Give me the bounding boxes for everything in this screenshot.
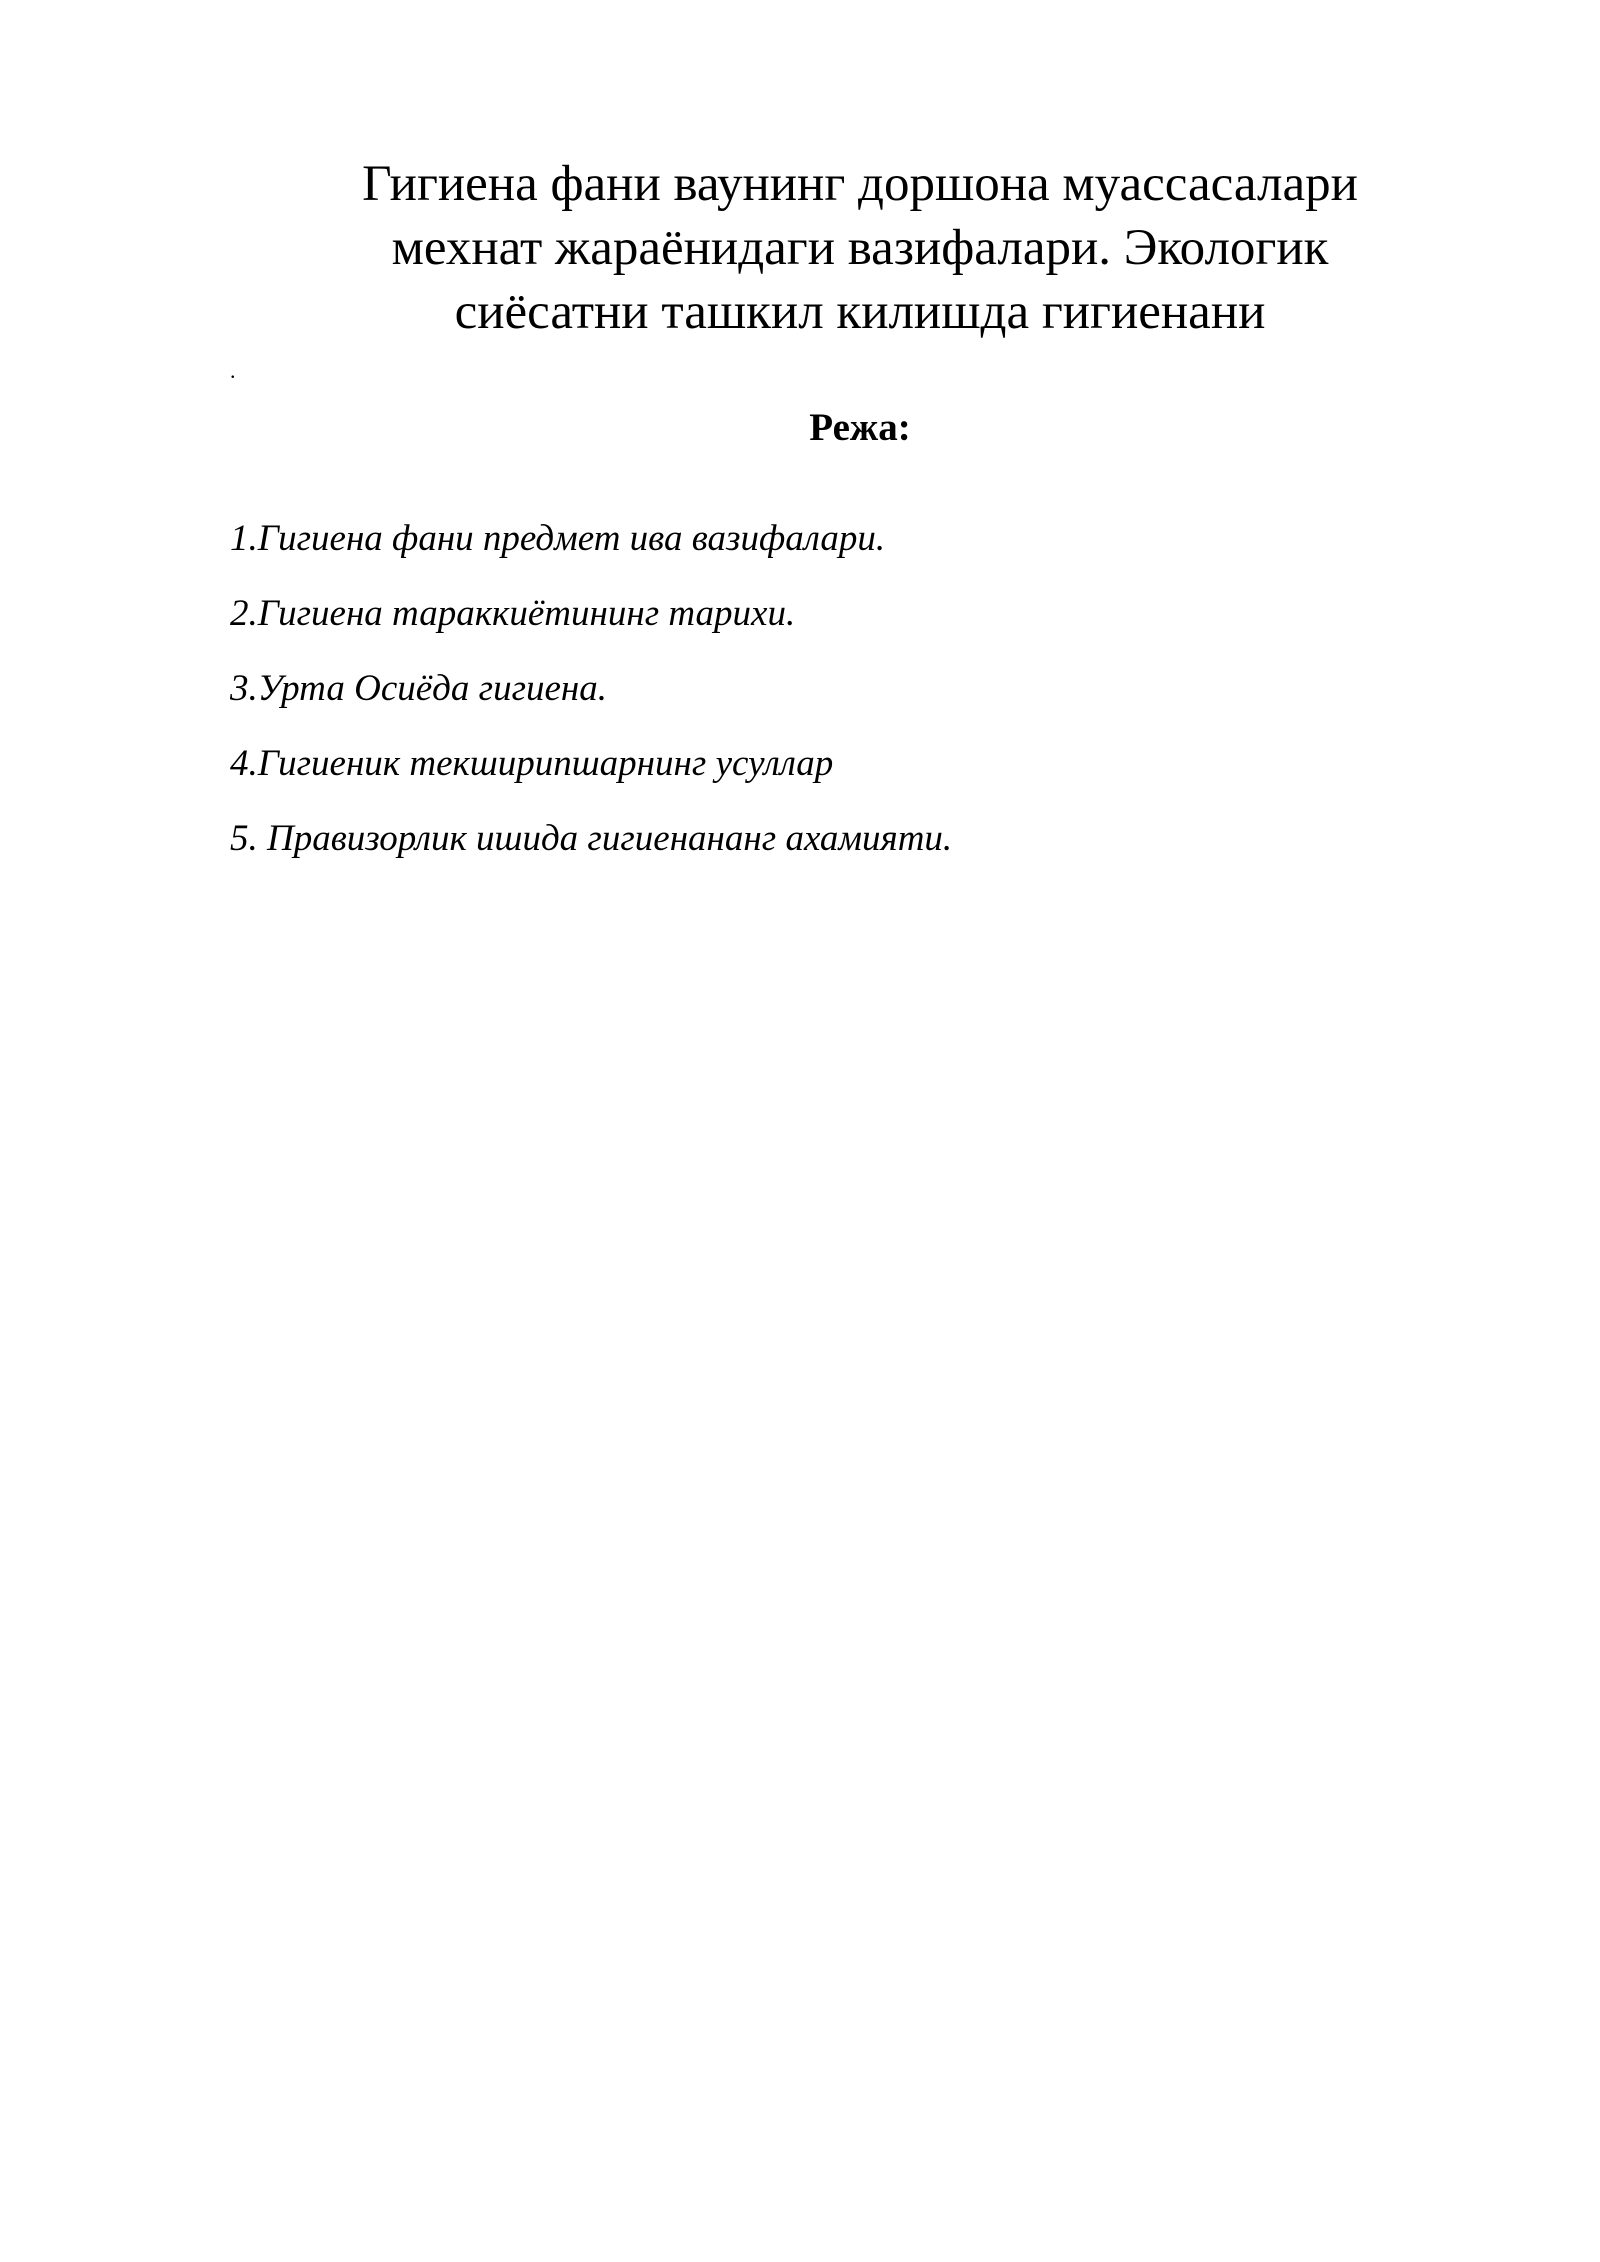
stray-dot: .	[230, 358, 236, 383]
plan-list	[230, 515, 1430, 890]
plan-heading: Режа:	[809, 406, 911, 449]
plan-item-4: 4.Гигиеник текширипшарнинг усуллар	[230, 743, 834, 784]
plan-item-1: 1.Гигиена фани предмет ива вазифалари.	[230, 518, 886, 559]
document-title: Гигиена фани ваунинг доршона муассасалари мехнат жараёнидаги вазифалари. Экологик сиёсатни ташкил килишда гигиенани	[362, 156, 1358, 340]
plan-item-2: 2.Гигиена тараккиётининг тарихи.	[230, 593, 796, 634]
plan-item-3: 3.Урта Осиёда гигиена.	[230, 668, 608, 709]
plan-item-5: 5. Правизорлик ишида гигиенананг ахамияти.	[230, 818, 953, 859]
